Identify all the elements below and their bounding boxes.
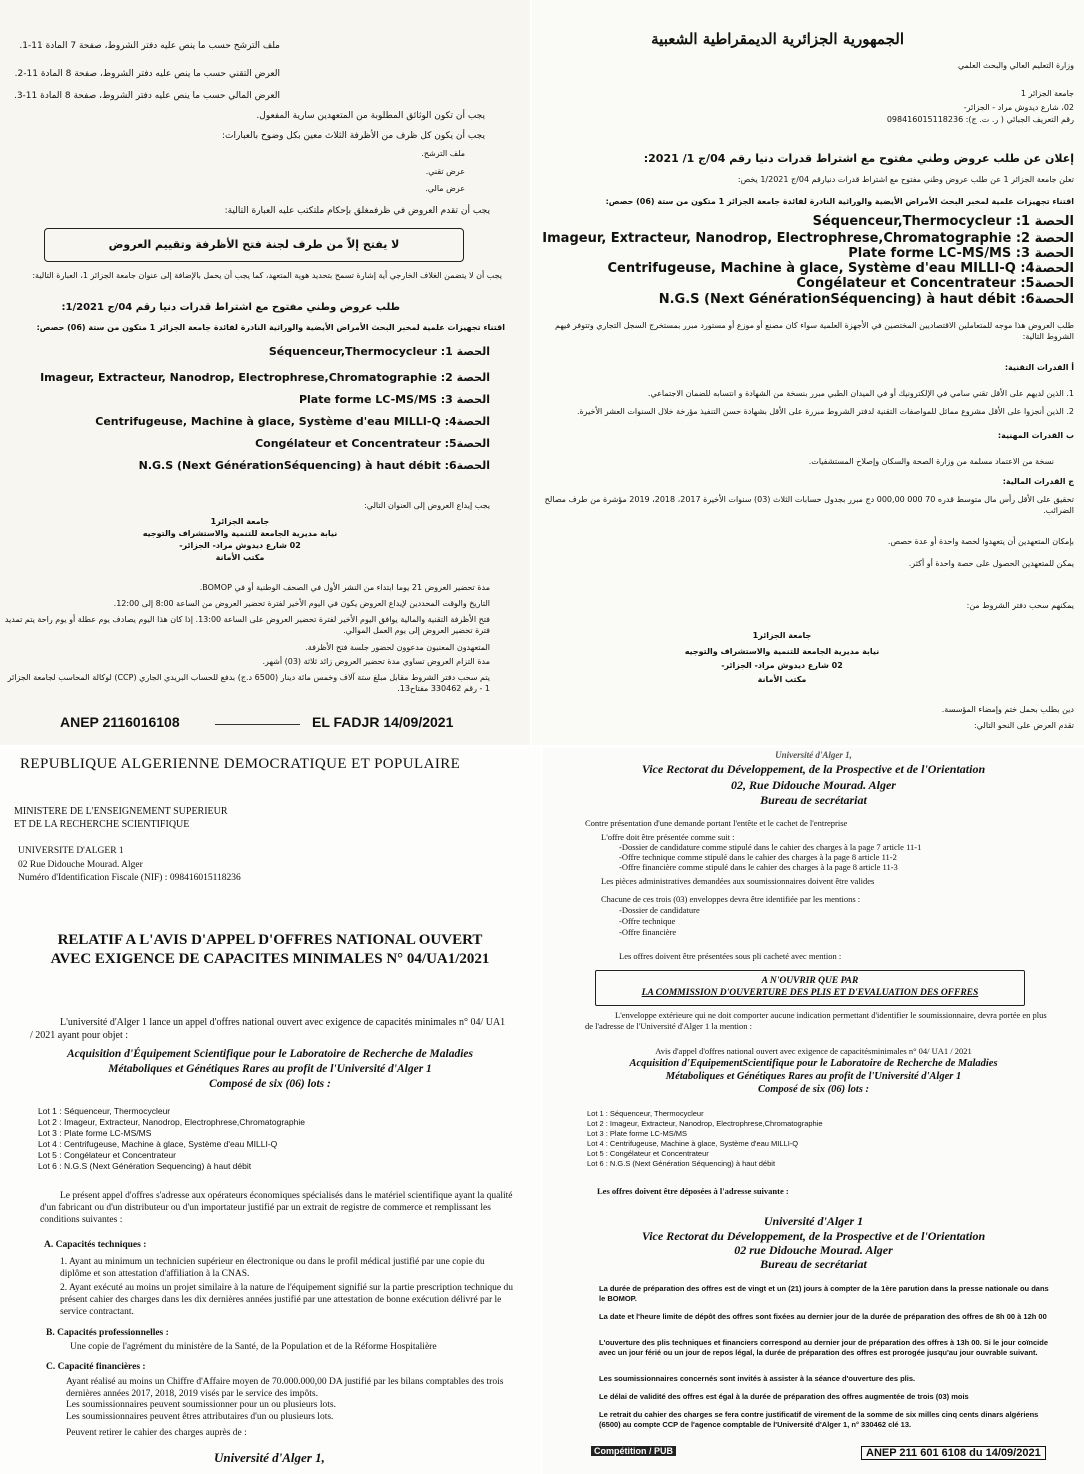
university: UNIVERSITE D'ALGER 1 [18,846,124,856]
paragraph: Le présent appel d'offres s'adresse aux opérateurs économiques spécialisés dans le matériel scientifique ayant la qualité d'un fabricant ou d'un distributeur ou d'un importateur justifié par un extrait de registre de commerce et remplissant les conditions suivantes : [40,1191,513,1225]
body-line: -Offre financière comme stipulé dans le cahier des charges à la page 8 article 11-3 [619,862,898,872]
lot-line: Congélateur et Concentrateur :5الحصة [255,437,490,450]
body-line: -Dossier de candidature [619,905,700,915]
body-line: 1. الذين لديهم على الأقل تقني سامي في الإلكترونيك أو في الميدان الطبي مبرر بنسخة من الشهادة و انتسابه للضمان الاجتماعي. [647,389,1074,398]
header-line: 02, Rue Didouche Mourad. Alger [731,778,896,792]
envelope-note: يجب أن لا يتضمن الغلاف الخارجي أية إشارة تسمح بتحديد هوية المتعهد، كما يجب أن يحمل بالإضافة إلى عنوان جامعة الجزائر 1، العبارة التالية: [32,271,502,280]
object-line: Composé de six (06) lots : [209,1078,331,1090]
section-text: 1. Ayant au minimum un technicien supérieur en électronique ou dans le profil médical justifié par une copie du diplôme et son attestation d'affiliation à la CNAS. [60,1257,485,1279]
condition-bullet: مدة تحضير العروض 21 يوما ابتداء من النشر الأول في الصحف الوطنية أو في BOMOP. [199,583,490,592]
body-line: تحقيق على الأقل رأس مال متوسط قدره 70 000 000,00 دج مبرر بجدول حسابات الثلاث (03) سنوات الأخيرة 2017، 2018، 2019 مؤشرة من طرف مصالح الضرائب. [544,495,1074,515]
body-line: Les pièces administratives demandées aux soumissionnaires doivent être valides [601,876,875,886]
body-line: يمكنهم سحب دفتر الشروط من: [966,601,1074,610]
clipping-french-notice [0,748,540,1474]
object-line: Composé de six (06) lots : [757,1084,870,1095]
condition-bullet: Le délai de validité des offres est égal à la durée de préparation des offres augmentée de trois (03) mois [599,1392,969,1401]
avis-line: Avis d'appel d'offres national ouvert avec exigence de capacitésminimales n° 04/ UA1 / 2021 [655,1046,972,1056]
address-line: 02 شارع ديدوش مراد- الجزائر- [179,541,301,550]
tender-title: طلب عروض وطني مفتوح مع اشتراط قدرات دنيا رقم 04/ج 1/2021: [61,302,400,313]
lot-line: Séquenceur,Thermocycleur :1 الحصة [812,214,1074,229]
do-not-open-box [44,228,464,262]
clipping-arabic-notice [532,0,1084,745]
clipping-el-fadjr [0,0,530,745]
body-line: Chacune de ces trois (03) enveloppes devra être identifiée par les mentions : [601,894,861,904]
lot-line: Lot 6 : N.G.S (Next Génération Sequencing) à haut débit [38,1161,252,1171]
condition-bullet: المتعهدون المعنيون مدعوون لحضور جلسة فتح الأظرفة. [305,643,490,652]
body-line: -Dossier de candidature comme stipulé dans le cahier des charges à la page 7 article 11-1 [619,842,922,852]
condition-bullet: فتح الأظرفة التقنية والمالية يوافق اليوم الأخير لفترة تحضير العروض على الساعة 13:00. إذا كان هذا اليوم يصادف يوم عطلة أو يوم راحة يتم تمديد فترة تحضير العروض إلى يوم العمل الموالي. [4,615,490,635]
lot-line: Lot 5 : Congélateur et Concentrateur [38,1150,176,1160]
clipping-french-notice-2 [543,748,1084,1474]
text-line: عرض تقني. [425,167,465,176]
ministry: وزارة التعليم العالي والبحث العلمي [958,61,1074,70]
do-not-open-text: لا يفتح إلاّ من طرف لجنة فتح الأظرفة وتقييم العروض [108,238,400,251]
body-line: Les offres doivent être présentées sous pli cacheté avec mention : [619,951,842,961]
lot-line: Centrifugeuse, Machine à glace, Système d'eau MILLI-Q :4الحصة [95,415,490,428]
lot-line: Centrifugeuse, Machine à glace, Système d'eau MILLI-Q :4الحصة [607,261,1074,276]
notice-intro: تعلن جامعة الجزائر 1 عن طلب عروض وطني مفتوح مع اشتراط قدرات دنيارقم 04/ج 1/2021 يخص: [737,175,1074,184]
address-line: نيابة مديرية الجامعة للتنمية والاستشراف والتوجيه [142,529,338,538]
envelope-note: L'enveloppe extérieure qui ne doit comporter aucune indication permettant d'identifier le soumissionnaire, devra portée en plus de l'adresse de l'Université d'Alger 1 la mention : [585,1010,1047,1031]
lot-line: Lot 4 : Centrifugeuse, Machine à glace, Système d'eau MILLI-Q [38,1139,278,1149]
address-line: 02 شارع ديدوش مراد- الجزائر- [721,661,843,670]
title-line: RELATIF A L'AVIS D'APPEL D'OFFRES NATIONAL OUVERT [57,932,483,948]
body-line: 2. الذين أنجزوا على الأقل مشروع مماثل للمواصفات التقنية لدفتر الشروط مبررة على الأقل بشهادة حسن التنفيذ مؤرخة خلال السنوات العشر الأخيرة. [576,407,1074,416]
lot-line: N.G.S (Next GénérationSéquencing) à haut débit :6الحصة [658,292,1074,307]
object-line: Métaboliques et Génétiques Rares au profit de l'Université d'Alger 1 [665,1071,962,1082]
lot-line: Lot 3 : Plate forme LC-MS/MS [587,1129,688,1138]
body-line: Les offres doivent être déposées à l'adresse suivante : [597,1186,789,1196]
address: 02 Rue Didouche Mourad. Alger [18,860,143,870]
body-line: -Offre financière [619,927,677,937]
do-not-open-box [595,970,1025,1006]
section-text: Les soumissionnaires peuvent êtres attributaires d'un ou plusieurs lots. [66,1412,334,1422]
body-line: نسخة من الاعتماد مسلمة من وزارة الصحة والسكان وإصلاح المستشفيات. [808,457,1054,466]
section-text: Ayant réalisé au moins un Chiffre d'Affaire moyen de 70.000.000,00 DA justifié par les bilans comptables des trois dernières années 2017, 2018, 2019 visés par le service des impôts. [66,1377,504,1399]
body-line: طلب العروض هذا موجه للمتعاملين الاقتصاديين المختصين في الأجهزة العلمية سواء كان مصنع أو موزع أو مستورد مبرر بمستخرج السجل التجاري وتتوفر فيهم الشروط التالية: [555,321,1074,341]
lot-line: Congélateur et Concentrateur :5الحصة [796,276,1074,291]
notice-subject: اقتناء تجهيزات علمية لمخبر البحث الأمراض الأيضية والوراثية النادرة لفائدة جامعة الجزائر 1 متكون من ستة (06) حصص: [605,197,1074,206]
footer-newspaper: EL FADJR 14/09/2021 [312,714,454,730]
condition-bullet: مدة التزام العروض تساوي مدة تحضير العروض زائد ثلاثة (03) أشهر. [262,657,490,666]
address-line: نيابة مديرية الجامعة للتنمية والاستشراف والتوجيه [684,647,880,656]
box-line: LA COMMISSION D'OUVERTURE DES PLIS ET D'EVALUATION DES OFFRES [641,988,979,998]
section-heading: B. Capacités professionnelles : [46,1328,169,1338]
body-line: ب القدرات المهنية: [997,431,1074,440]
header-line: Bureau de secrétariat [760,793,867,807]
condition-bullet: La durée de préparation des offres est de vingt et un (21) jours à compter de la 1ère parution dans la presse nationale ou dans le BOMOP. [599,1284,1049,1303]
text-line: عرض مالي. [425,184,465,193]
address-line: جامعة الجزائر1 [752,631,812,640]
section-text: Les soumissionnaires peuvent soumissionner pour un ou plusieurs lots. [66,1400,336,1410]
body-line: -Offre technique [619,916,676,926]
section-text: Une copie de l'agrément du ministère de la Santé, de la Population et de la Réforme Hospitalière [70,1342,437,1352]
footer-line: تقدم العرض على النحو التالي: [974,721,1074,730]
lot-line: Lot 2 : Imageur, Extracteur, Nanodrop, Electrophrese,Chromatographie [38,1117,305,1127]
lot-line: N.G.S (Next GénérationSéquencing) à haut débit :6الحصة [138,459,490,472]
lot-line: Lot 4 : Centrifugeuse, Machine à glace, Système d'eau MILLI-Q [587,1139,799,1148]
text-line: ملف الترشح حسب ما ينص عليه دفتر الشروط، صفحة 7 المادة 11-1. [19,41,280,51]
address-line: مكتب الأمانة [215,553,265,562]
intro: L'université d'Alger 1 lance un appel d'offres national ouvert avec exigence de capacités minimales n° 04/ UA1 / 2021 ayant pour objet : [30,1017,506,1041]
text-line: ملف الترشح. [421,149,465,158]
footer-anep: ANEP 2116016108 [60,714,180,730]
footer-anep: ANEP 211 601 6108 du 14/09/2021 [861,1446,1046,1460]
signature: Université d'Alger 1, [214,1450,325,1465]
object-line: Acquisition d'Équipement Scientifique pour le Laboratoire de Recherche de Maladies [66,1048,473,1060]
section-heading: A. Capacités techniques : [44,1240,147,1250]
condition-bullet: Le retrait du cahier des charges se fera contre justificatif de virement de la somme de six milles cinq cents dinars algériens (6500) au compte CCP de l'agence comptable de l'Université d'Alger 1, n° 330462 clé 13. [599,1410,1039,1429]
body-line: Contre présentation d'une demande portant l'entête et le cachet de l'entreprise [585,818,848,828]
condition-bullet: L'ouverture des plis techniques et financiers correspond au dernier jour de préparation des offres à 13h 00. Si le jour coïncide avec un jour férié ou un jour de repos légal, la durée de préparation des offres est prorogée jusqu'au jour ouvrable suivant. [599,1338,1048,1357]
object-line: Acquisition d'EquipementScientifique pour le Laboratoire de Recherche de Maladies [629,1058,998,1069]
text-line: العرض التقني حسب ما ينص عليه دفتر الشروط، صفحة 8 المادة 11-2. [14,69,280,79]
footer-pub: Compétition / PUB [591,1446,676,1456]
notice-title: إعلان عن طلب عروض وطني مفتوح مع اشتراط قدرات دنيا رقم 04/ج 1/ 2021: [643,152,1074,165]
body-line: بإمكان المتعهدين أن يتعهدوا لحصة واحدة أو عدة حصص. [887,537,1074,546]
body-line: ج القدرات المالية: [1002,477,1074,486]
body-line: -Offre technique comme stipulé dans le cahier des charges à la page 8 article 11-2 [619,852,897,862]
footer-line: دين بطلب بحمل ختم وإمضاء المؤسسة. [941,705,1074,714]
address-line: Bureau de secrétariat [760,1257,867,1271]
lot-line: Séquenceur,Thermocycleur :1 الحصة [268,345,490,358]
address: 02، شارع ديدوش مراد - الجزائر- [963,103,1074,112]
address-line: جامعة الجزائر1 [210,517,270,526]
body-line: أ القدرات التقنية: [1004,363,1074,372]
ministry-line: ET DE LA RECHERCHE SCIENTIFIQUE [14,819,190,830]
lot-line: Plate forme LC-MS/MS :3 الحصة [848,246,1074,261]
section-text: Peuvent retirer le cahier des charges auprès de : [66,1428,247,1438]
body-line: L'offre doit être présentée comme suit : [601,832,735,842]
header-line: Université d'Alger 1, [775,750,852,760]
lot-line: Lot 6 : N.G.S (Next Génération Séquencing) à haut débit [587,1159,776,1168]
footer-rule [215,724,300,725]
address-line: Université d'Alger 1 [763,1214,864,1228]
title-line: AVEC EXIGENCE DE CAPACITES MINIMALES N° 04/UA1/2021 [50,951,490,967]
box-line: A N'OUVRIR QUE PAR [761,976,859,986]
condition-bullet: La date et l'heure limite de dépôt des offres sont fixées au dernier jour de la durée de préparation des offres de 8h 00 à 12h 00 [599,1312,1047,1321]
deposit-note: يجب إيداع العروض إلى العنوان التالي: [364,501,490,510]
address-line: 02 rue Didouche Mourad. Alger [734,1243,893,1257]
lot-line: Lot 5 : Congélateur et Concentrateur [587,1149,709,1158]
address-line: مكتب الأمانة [757,675,807,684]
lot-line: Lot 1 : Séquenceur, Thermocycleur [38,1106,171,1116]
lot-line: Lot 3 : Plate forme LC-MS/MS [38,1128,152,1138]
body-line: يمكن للمتعهدين الحصول على حصة واحدة أو أكثر. [908,559,1074,568]
text-line: يجب أن يكون كل ظرف من الأظرفة الثلاث معين بكل وضوح بالعبارات: [222,131,485,141]
lot-line: Lot 1 : Séquenceur, Thermocycleur [587,1109,704,1118]
lot-line: Imageur, Extracteur, Nanodrop, Electrophrese,Chromatographie :2 الحصة [542,231,1074,246]
text-line: يجب أن تكون الوثائق المطلوبة من المتعهدين سارية المفعول. [256,111,485,121]
republic-header: REPUBLIQUE ALGERIENNE DEMOCRATIQUE ET POPULAIRE [20,756,461,772]
tender-subject: اقتناء تجهيزات علمية لمخبر البحث الأمراض الأيضية والوراثية النادرة لفائدة جامعة الجزائر 1 متكون من ستة (06) حصص: [36,323,505,332]
condition-bullet: يتم سحب دفتر الشروط مقابل مبلغ ستة آلاف وخمس مائة دينار (6500 د.ج) بدفع للحساب البريدي الجاري (CCP) لوكالة المحاسب لجامعة الجزائر 1 - رقم 330462 مفتاح13. [7,673,490,693]
university: جامعة الجزائر 1 [1020,89,1074,98]
text-line: يجب أن تقدم العروض في ظرفمغلق بإحكام ملتكتب عليه العبارة التالية: [224,206,490,216]
tax-id: رقم التعريف الجبائي ( ر. ت. ج): 098416015118236 [886,115,1074,124]
condition-bullet: Les soumissionnaires concernés sont invités à assister à la séance d'ouverture des plis. [599,1374,916,1383]
lot-line: Imageur, Extracteur, Nanodrop, Electrophrese,Chromatographie :2 الحصة [40,371,490,384]
condition-bullet: التاريخ والوقت المحددين لإيداع العروض يكون في اليوم الأخير لفترة تحضير العروض من الساعة 8:00 إلى 12:00. [113,599,490,608]
lot-line: Plate forme LC-MS/MS :3 الحصة [298,393,490,406]
tax-id: Numéro d'Identification Fiscale (NIF) : 098416015118236 [18,873,241,883]
object-line: Métaboliques et Génétiques Rares au profit de l'Université d'Alger 1 [108,1063,432,1075]
header-line: Vice Rectorat du Développement, de la Prospective et de l'Orientation [641,762,986,776]
ministry-line: MINISTERE DE L'ENSEIGNEMENT SUPERIEUR [14,806,228,817]
lot-line: Lot 2 : Imageur, Extracteur, Nanodrop, Electrophrese,Chromatographie [587,1119,823,1128]
section-text: 2. Ayant exécuté au moins un projet similaire à la nature de l'équipement signifié sur la partie prescription technique du présent cahier des charges dans les dix dernières années justifié par une attestation de bonne exécution délivré par le service contractant. [60,1283,514,1317]
section-heading: C. Capacité financières : [46,1362,146,1372]
text-line: العرض المالي حسب ما ينص عليه دفتر الشروط، صفحة 8 المادة 11-3. [13,91,280,101]
republic-header: الجمهورية الجزائرية الديمقراطية الشعبية [651,30,904,48]
address-line: Vice Rectorat du Développement, de la Prospective et de l'Orientation [641,1229,986,1243]
